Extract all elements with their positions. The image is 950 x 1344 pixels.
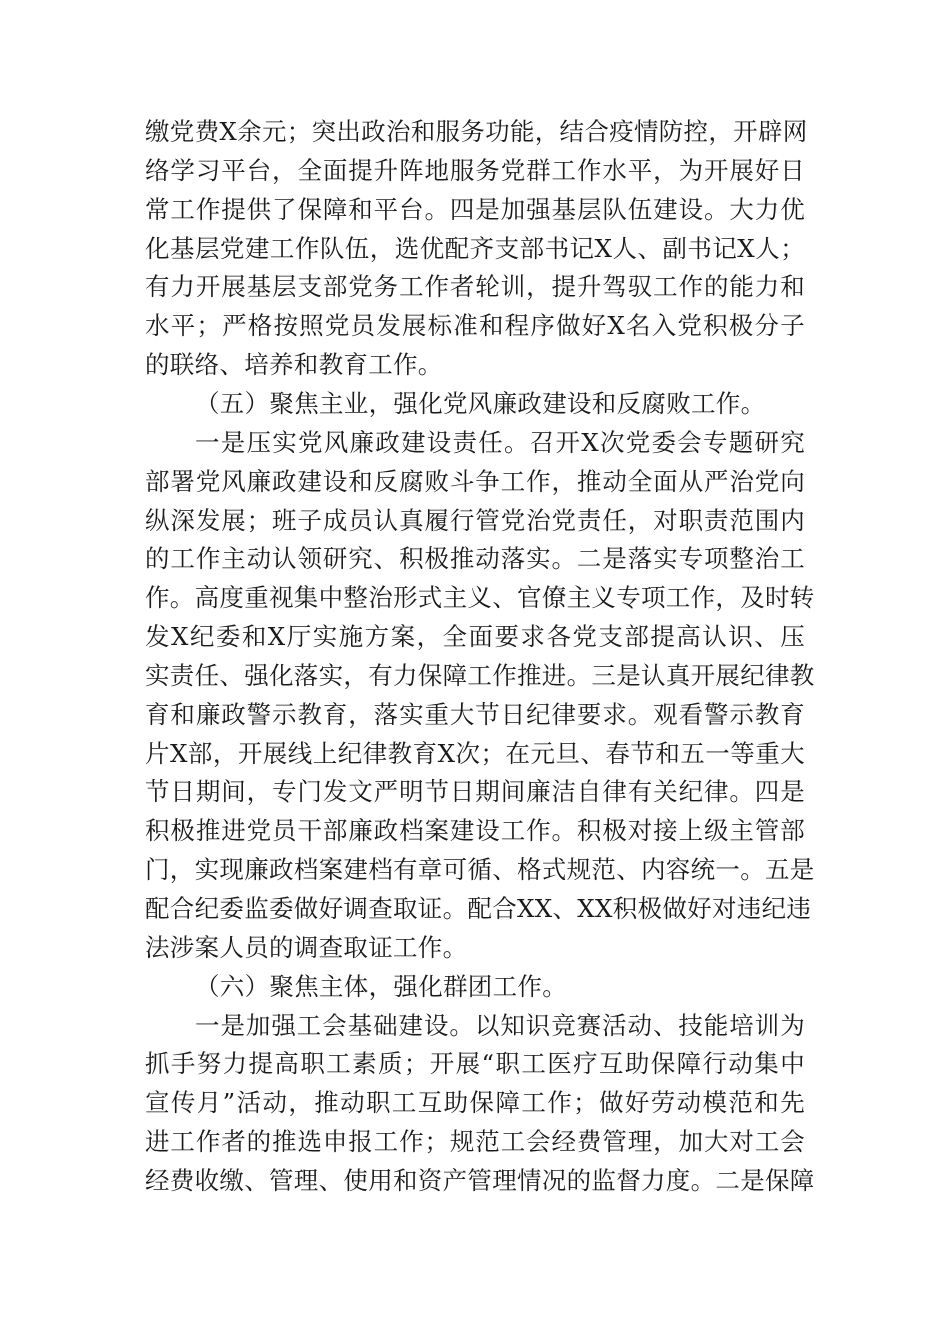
text-line: （六）聚焦主体，强化群团工作。 — [195, 971, 567, 1001]
text-line: 的工作主动认领研究、积极推动落实。二是落实专项整治工 — [145, 544, 805, 574]
text-line: 部署党风廉政建设和反腐败斗争工作，推动全面从严治党向 — [145, 466, 805, 496]
text-line: 育和廉政警示教育，落实重大节日纪律要求。观看警示教育 — [145, 699, 805, 729]
text-line: 法涉案人员的调查取证工作。 — [145, 932, 468, 962]
text-line: 有力开展基层支部党务工作者轮训，提升驾驭工作的能力和 — [145, 272, 805, 302]
text-line: 水平；严格按照党员发展标准和程序做好X名入党积极分子 — [145, 311, 805, 341]
text-line: 进工作者的推选申报工作；规范工会经费管理，加大对工会 — [145, 1127, 805, 1157]
text-line: 常工作提供了保障和平台。四是加强基层队伍建设。大力优 — [145, 194, 805, 224]
text-line: （五）聚焦主业，强化党风廉政建设和反腐败工作。 — [195, 388, 766, 418]
text-line: 缴党费X余元；突出政治和服务功能，结合疫情防控，开辟网 — [145, 117, 808, 146]
text-line: 积极推进党员干部廉政档案建设工作。积极对接上级主管部 — [145, 816, 805, 846]
text-line: 节日期间，专门发文严明节日期间廉洁自律有关纪律。四是 — [145, 777, 805, 807]
text-line: 作。高度重视集中整治形式主义、官僚主义专项工作，及时转 — [145, 583, 815, 613]
text-line: 门，实现廉政档案建档有章可循、格式规范、内容统一。五是 — [145, 855, 815, 885]
text-line: 抓手努力提高职工素质；开展“职工医疗互助保障行动集中 — [145, 1049, 805, 1079]
text-line: 一是压实党风廉政建设责任。召开X次党委会专题研究 — [195, 427, 805, 457]
text-line: 的联络、培养和教育工作。 — [145, 350, 443, 380]
text-line: 片X部，开展线上纪律教育X次；在元旦、春节和五一等重大 — [145, 738, 805, 768]
text-line: 络学习平台，全面提升阵地服务党群工作水平，为开展好日 — [145, 155, 805, 185]
text-line: 实责任、强化落实，有力保障工作推进。三是认真开展纪律教 — [145, 660, 815, 690]
text-line: 纵深发展；班子成员认真履行管党治党责任，对职责范围内 — [145, 505, 805, 535]
text-line: 发X纪委和X厅实施方案，全面要求各党支部提高认识、压 — [145, 622, 805, 652]
text-line: 配合纪委监委做好调查取证。配合XX、XX积极做好对违纪违 — [145, 894, 812, 923]
text-line: 经费收缴、管理、使用和资产管理情况的监督力度。二是保障 — [145, 1165, 815, 1195]
text-line: 宣传月”活动，推动职工互助保障工作；做好劳动模范和先 — [145, 1088, 805, 1118]
text-line: 一是加强工会基础建设。以知识竞赛活动、技能培训为 — [195, 1010, 805, 1040]
text-line: 化基层党建工作队伍，选优配齐支部书记X人、副书记X人； — [145, 233, 805, 263]
